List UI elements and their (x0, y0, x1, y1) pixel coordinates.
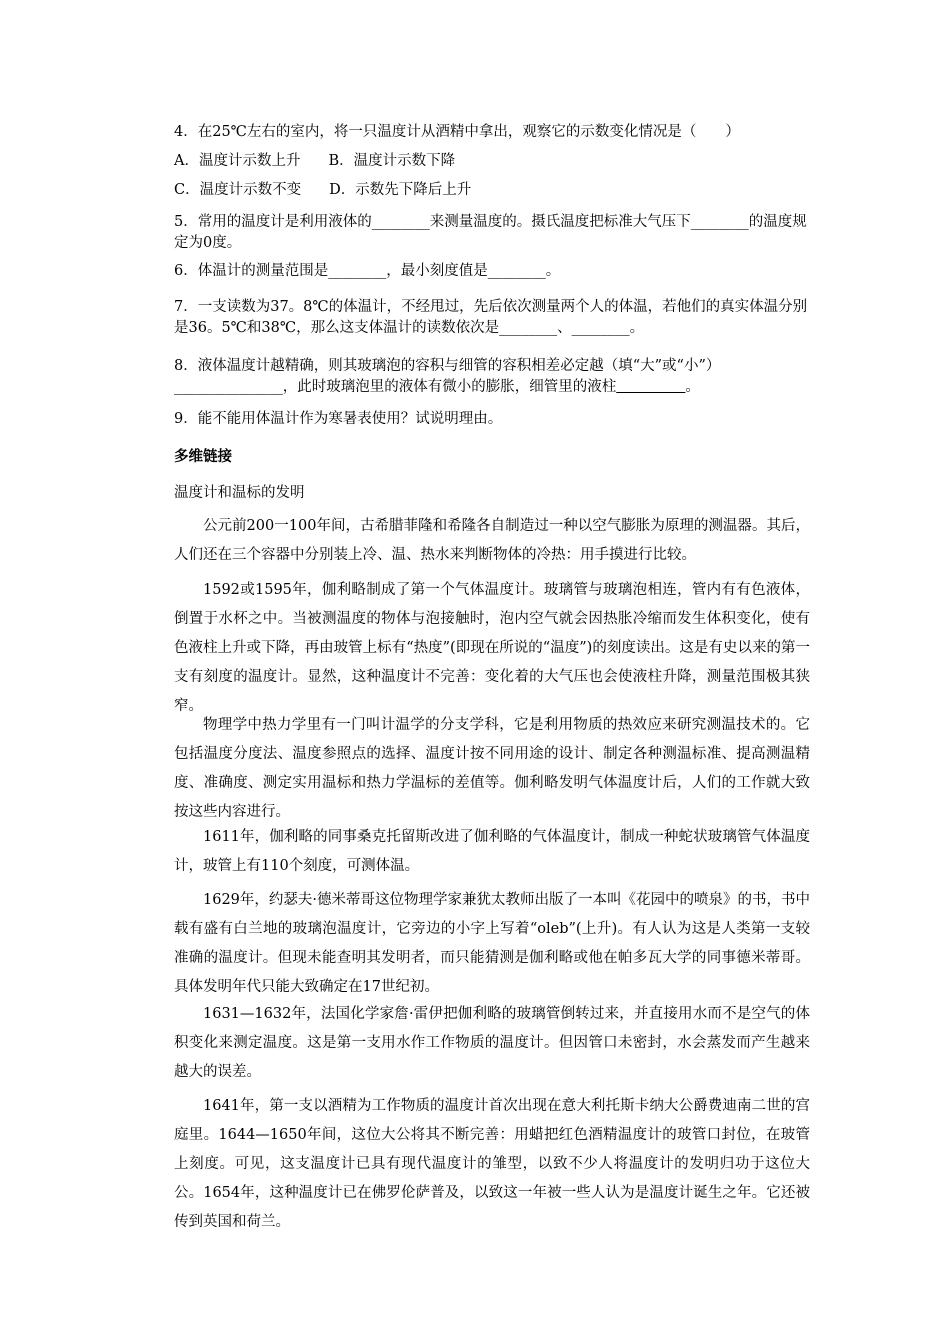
question-8-text: 8．液体温度计越精确，则其玻璃泡的容积与细管的容积相差必定越（填“大”或“小”）_______________，此时玻璃泡里的液体有微小的膨胀，细管里的液柱 (174, 358, 721, 395)
question-4-stem: 4．在25℃左右的室内，将一只温度计从酒精中拿出，观察它的示数变化情况是（ ） (174, 124, 740, 140)
paragraph-7: 1641年，第一支以酒精为工作物质的温度计首次出现在意大利托斯卡纳大公爵费迪南二世的宫庭里。1644—1650年间，这位大公将其不断完善：用蜡把红色酒精温度计的玻管口封位，在玻管上刻度。可见，这支温度计已具有现代温度计的雏型，以致不少人将温度计的发明归功于这位大公。1654年，这种温度计已在佛罗伦萨普及，以致这一年被一些人认为是温度计诞生之年。它还被传到英国和荷兰。 (174, 1098, 810, 1230)
question-5: 5．常用的温度计是利用液体的________来测量温度的。摄氏温度把标准大气压下________的温度规定为0度。 (174, 214, 807, 251)
question-7: 7．一支读数为37。8℃的体温计，不经甩过，先后依次测量两个人的体温，若他们的真实体温分别是36。5℃和38℃，那么这支体温计的读数依次是________、________。 (174, 299, 808, 336)
option-c: C．温度计示数不变 (174, 182, 302, 198)
option-b: B．温度计示数下降 (328, 153, 456, 169)
question-8-end: 。 (685, 379, 700, 395)
question-4-options-row-1 (174, 151, 810, 172)
question-9: 9．能不能用体温计作为寒暑表使用？试说明理由。 (174, 411, 503, 427)
paragraph-1: 公元前200一100年间，古希腊菲隆和希隆各自制造过一种以空气膨胀为原理的测温器。其后，人们还在三个容器中分别装上冷、温、热水来判断物体的冷热：用手摸进行比较。 (174, 518, 810, 563)
option-a: A．温度计示数上升 (174, 153, 301, 169)
question-4-options-row-2 (174, 180, 810, 201)
paragraph-3: 物理学中热力学里有一门叫计温学的分支学科，它是利用物质的热效应来研究测温技术的。它包括温度分度法、温度参照点的选择、温度计按不同用途的设计、制定各种测温标准、提高测温精度、准确度、测定实用温标和热力学温标的差值等。伽利略发明气体温度计后，人们的工作就大致按这些内容进行。 (174, 717, 810, 820)
question-8 (174, 356, 810, 398)
paragraph-5: 1629年，约瑟夫·德米蒂哥这位物理学家兼犹太教师出版了一本叫《花园中的喷泉》的书，书中载有盛有白兰地的玻璃泡温度计，它旁边的小字上写着“oleb”(上升)。有人认为这是人类第一支较准确的温度计。但现未能查明其发明者，而只能猜测是伽利略或他在帕多瓦大学的同事德米蒂哥。具体发明年代只能大致确定在17世纪初。 (174, 892, 811, 995)
section-subtitle: 温度计和温标的发明 (174, 485, 305, 501)
question-4 (174, 122, 810, 143)
question-8-blank (616, 379, 685, 395)
paragraph-4: 1611年，伽利略的同事桑克托留斯改进了伽利略的气体温度计，制成一种蛇状玻璃管气体温度计，玻管上有110个刻度，可测体温。 (174, 829, 810, 874)
option-d: D．示数先下降后上升 (329, 182, 472, 198)
question-6: 6．体温计的测量范围是________，最小刻度值是________。 (174, 263, 561, 279)
paragraph-2: 1592或1595年，伽利略制成了第一个气体温度计。玻璃管与玻璃泡相连，管内有有色液体，倒置于水杯之中。当被测温度的物体与泡接触时，泡内空气就会因热胀冷缩而发生体积变化，使有色液柱上升或下降，再由玻管上标有“热度”(即现在所说的“温度”)的刻度读出。这是有史以来的第一支有刻度的温度计。显然，这种温度计不完善：变化着的大气压也会使液柱升降，测量范围极其狭窄。 (174, 582, 810, 714)
section-heading: 多维链接 (174, 449, 232, 465)
paragraph-6: 1631—1632年，法国化学家詹·雷伊把伽利略的玻璃管倒转过来，并直接用水而不是空气的体积变化来测定温度。这是第一支用水作工作物质的温度计。但因管口未密封，水会蒸发而产生越来越大的误差。 (174, 1006, 810, 1080)
